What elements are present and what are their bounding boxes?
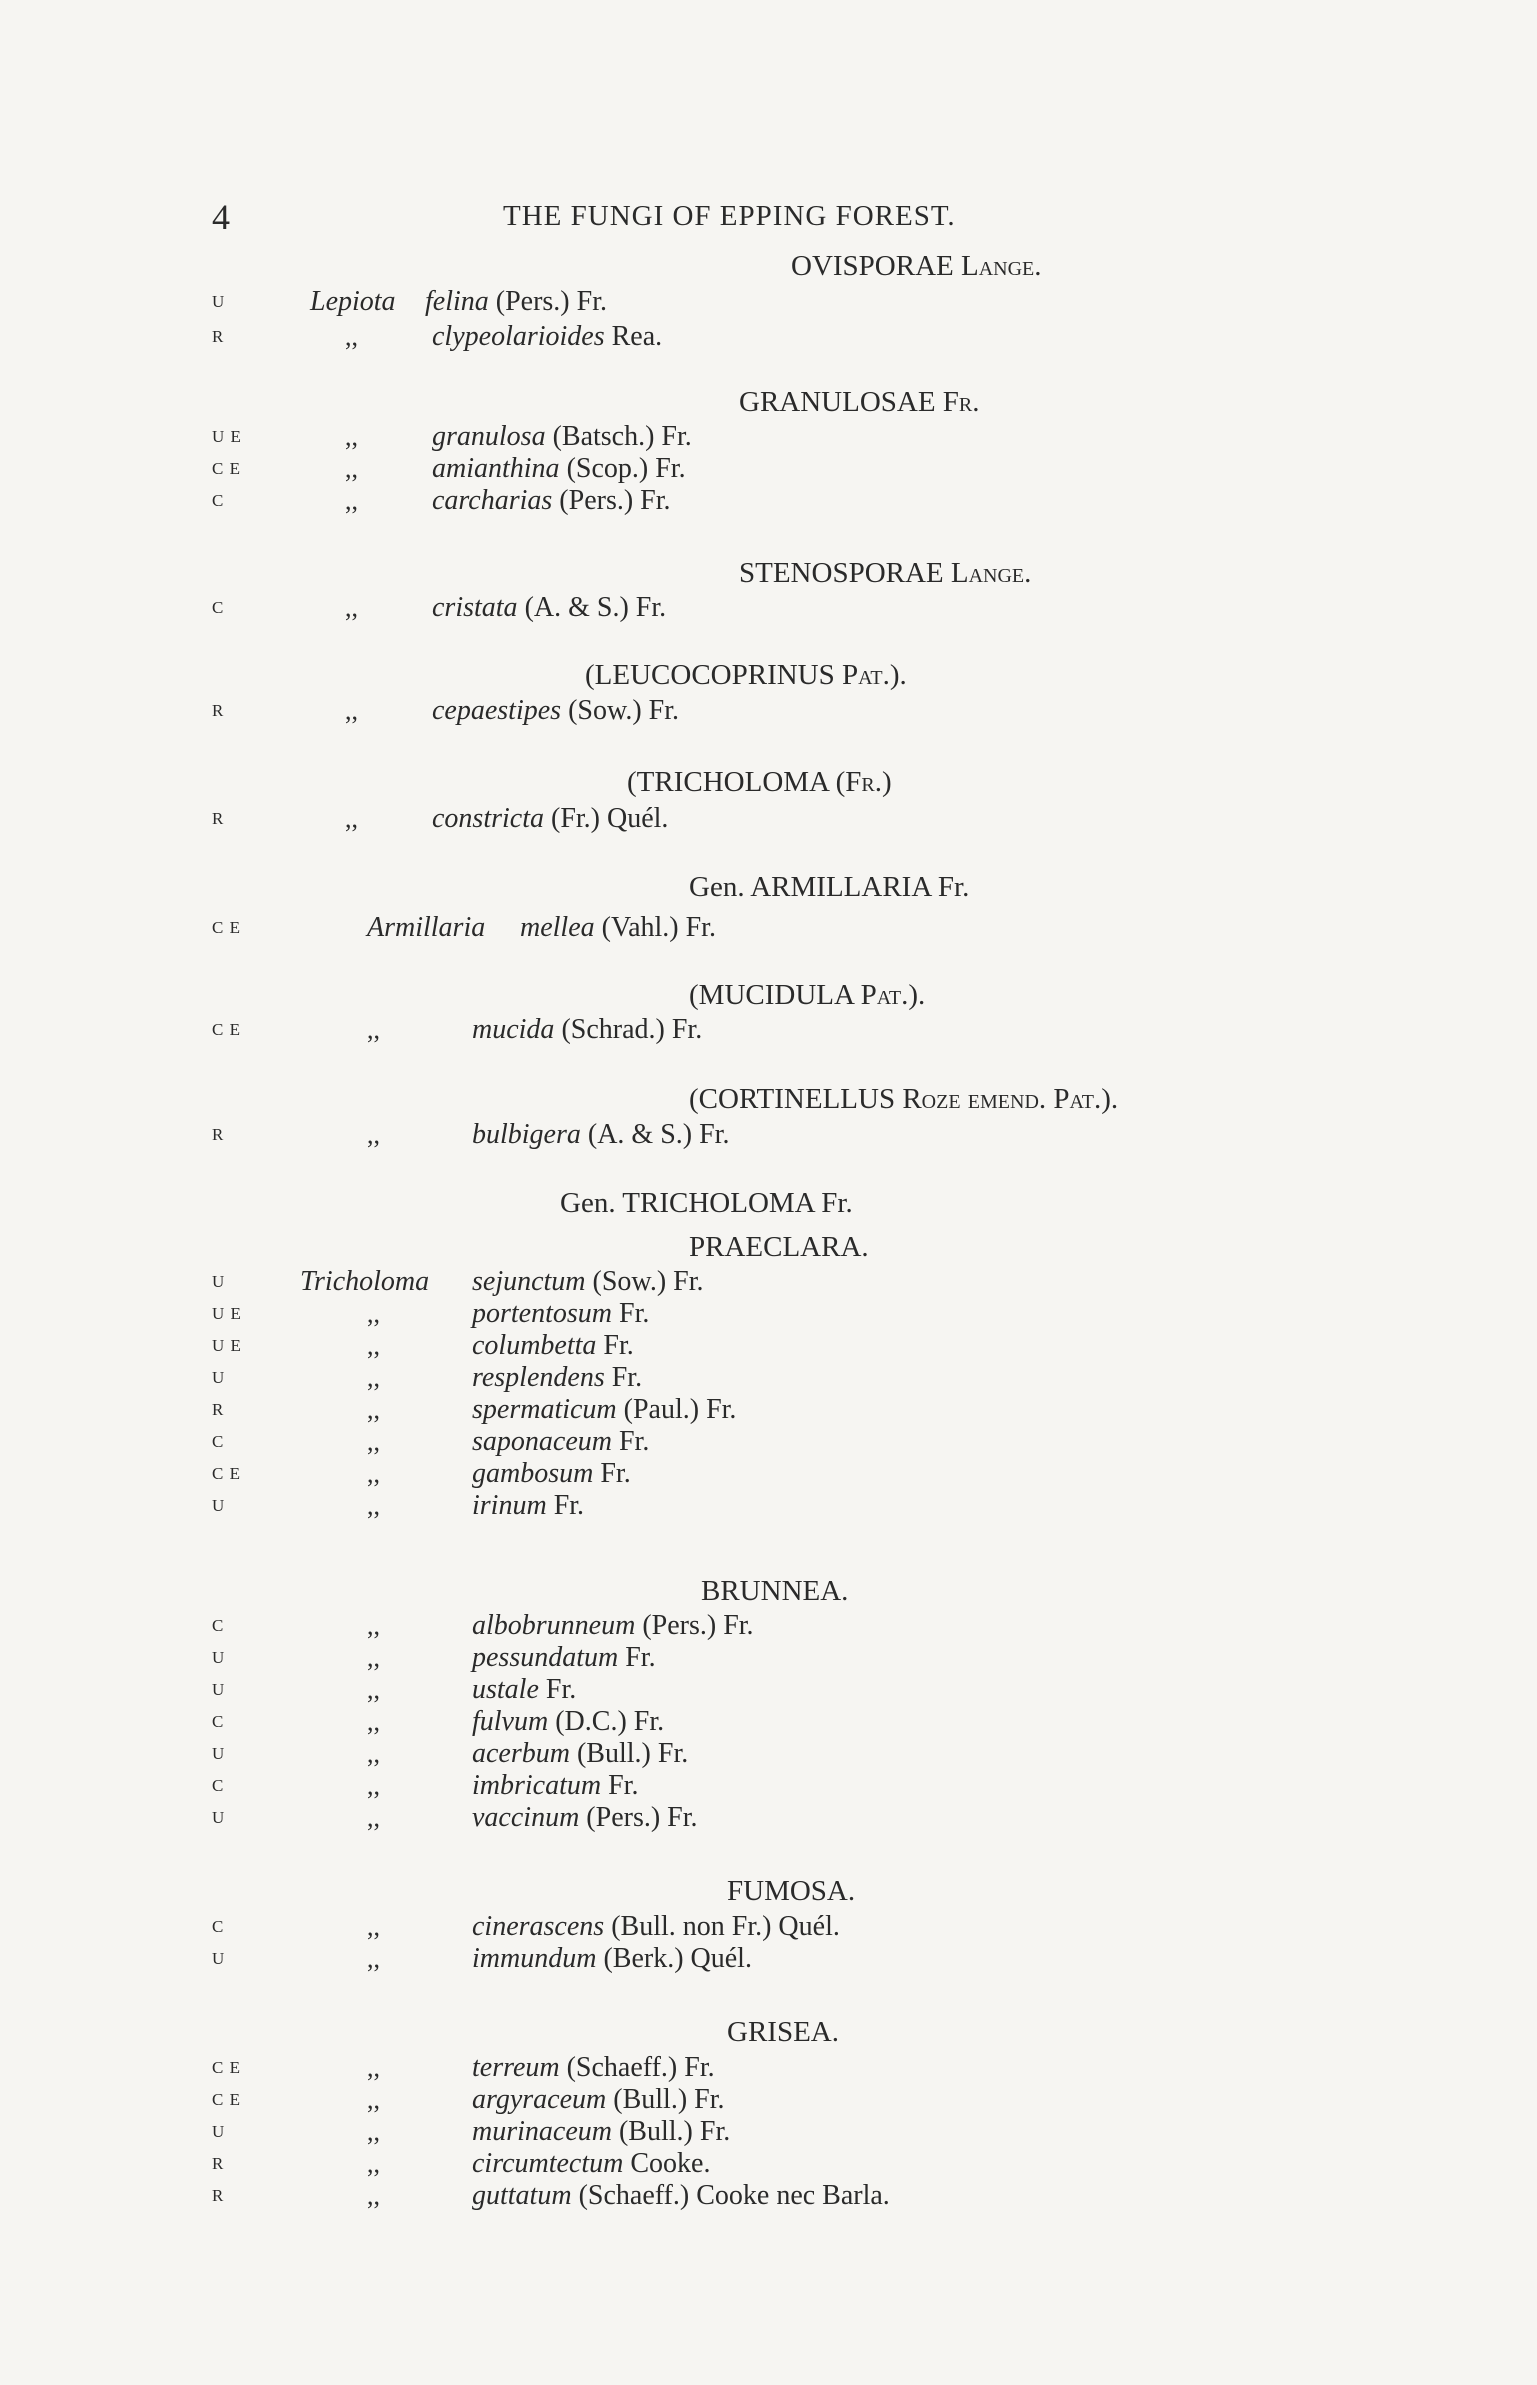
frequency-letters: U (212, 1744, 226, 1763)
species-entry (0, 2051, 1537, 2085)
species-authority: (Pers.) Fr. (635, 1610, 754, 1641)
species-epithet: murinaceum (472, 2116, 612, 2147)
section-heading (0, 249, 1537, 283)
frequency-letters: U (212, 1272, 226, 1291)
species-epithet: imbricatum (472, 1770, 602, 1801)
species-name (472, 1118, 729, 1152)
species-name (472, 2051, 715, 2085)
species-epithet: cristata (432, 592, 518, 623)
species-epithet: portentosum (472, 1298, 612, 1329)
species-name (472, 1737, 688, 1771)
section-heading (0, 1230, 1537, 1264)
frequency-letters: U (212, 1368, 226, 1387)
section-heading (0, 1574, 1537, 1608)
species-entry (0, 452, 1537, 486)
species-authority: Cooke. (623, 2148, 711, 2179)
section-heading (0, 1186, 1537, 1220)
ditto-mark: ,, (367, 1771, 380, 1800)
frequency-letters: C E (212, 2058, 241, 2077)
species-epithet: gambosum (472, 1458, 594, 1489)
ditto-mark: ,, (367, 1803, 380, 1832)
species-entry (0, 1641, 1537, 1675)
frequency-letters: C (212, 1712, 225, 1731)
species-entry (0, 1425, 1537, 1459)
species-name (432, 320, 662, 354)
species-entry (0, 1609, 1537, 1643)
species-name (520, 911, 716, 945)
species-authority: (Bull. non Fr.) Quél. (604, 1911, 840, 1942)
frequency-letters: U E (212, 1336, 242, 1355)
ditto-mark: ,, (367, 1299, 380, 1328)
ditto-mark: ,, (345, 454, 358, 483)
running-title: THE FUNGI OF EPPING FOREST. (503, 200, 956, 232)
species-authority: (Paul.) Fr. (616, 1394, 737, 1425)
species-entry (0, 1118, 1537, 1152)
species-epithet: cinerascens (472, 1911, 605, 1942)
section-heading (0, 765, 1537, 799)
heading-text: Gen. TRICHOLOMA Fr. (560, 1187, 853, 1219)
species-authority: Fr. (601, 1770, 639, 1801)
species-entry (0, 1013, 1537, 1047)
ditto-mark: ,, (367, 1120, 380, 1149)
species-entry (0, 2179, 1537, 2213)
species-authority: (Bull.) Fr. (606, 2084, 725, 2115)
species-epithet: mucida (472, 1014, 555, 1045)
ditto-mark: ,, (367, 1611, 380, 1640)
species-epithet: terreum (472, 2052, 560, 2083)
frequency-letters: C E (212, 1464, 241, 1483)
species-entry (0, 2083, 1537, 2117)
species-name (472, 1265, 704, 1299)
species-epithet: mellea (520, 912, 595, 943)
section-heading (0, 658, 1537, 692)
genus-name: Lepiota (310, 286, 396, 317)
species-name (472, 2179, 890, 2213)
species-epithet: acerbum (472, 1738, 570, 1769)
species-epithet: bulbigera (472, 1119, 581, 1150)
species-entry (0, 484, 1537, 518)
genus-name: Armillaria (367, 912, 486, 943)
species-authority: (Berk.) Quél. (596, 1943, 752, 1974)
page-number: 4 (212, 197, 230, 237)
ditto-mark: ,, (367, 1395, 380, 1424)
species-authority: (Bull.) Fr. (569, 1738, 689, 1769)
species-entry (0, 320, 1537, 354)
frequency-letters: C E (212, 918, 241, 937)
species-name (472, 1425, 649, 1459)
species-authority: Fr. (604, 1362, 643, 1393)
frequency-letters: U (212, 1648, 226, 1667)
species-name (472, 1705, 664, 1739)
species-authority: (Schaeff.) Fr. (559, 2052, 715, 2083)
species-name (472, 2083, 725, 2117)
species-entry (0, 2147, 1537, 2181)
species-name (472, 1457, 631, 1491)
section-heading (0, 2015, 1537, 2049)
species-epithet: spermaticum (472, 1394, 617, 1425)
species-entry (0, 285, 1537, 319)
species-epithet: sejunctum (472, 1266, 586, 1297)
species-epithet: resplendens (472, 1362, 605, 1393)
ditto-mark: ,, (367, 2181, 380, 2210)
species-authority: (Vahl.) Fr. (594, 912, 716, 943)
species-epithet: felina (425, 286, 489, 317)
species-entry (0, 1673, 1537, 1707)
species-epithet: cepaestipes (432, 695, 562, 726)
genus-name: Tricholoma (300, 1266, 430, 1297)
species-name (472, 1942, 752, 1976)
species-name (425, 285, 607, 319)
species-epithet: pessundatum (472, 1642, 619, 1673)
ditto-mark: ,, (345, 804, 358, 833)
species-epithet: vaccinum (472, 1802, 580, 1833)
species-entry (0, 1801, 1537, 1835)
species-name (472, 1801, 698, 1835)
section-heading (0, 1874, 1537, 1908)
species-authority: Fr. (538, 1674, 577, 1705)
species-authority: (Schrad.) Fr. (554, 1014, 703, 1045)
frequency-letters: U (212, 1680, 226, 1699)
ditto-mark: ,, (367, 1912, 380, 1941)
frequency-letters: U (212, 1808, 226, 1827)
species-epithet: saponaceum (472, 1426, 612, 1457)
frequency-letters: R (212, 1125, 225, 1144)
species-name (472, 1489, 584, 1523)
ditto-mark: ,, (345, 486, 358, 515)
species-epithet: irinum (472, 1490, 547, 1521)
species-name (472, 1769, 638, 1803)
species-name (472, 2147, 710, 2181)
species-name (472, 1393, 736, 1427)
ditto-mark: ,, (345, 422, 358, 451)
species-epithet: guttatum (472, 2180, 572, 2211)
species-authority: (Schaeff.) Cooke nec Barla. (571, 2180, 890, 2211)
section-heading (0, 978, 1537, 1012)
frequency-letters: C (212, 1776, 225, 1795)
section-heading (0, 870, 1537, 904)
species-epithet: albobrunneum (472, 1610, 636, 1641)
heading-text: GRANULOSAE Fr. (739, 386, 980, 418)
frequency-letters: U E (212, 1304, 242, 1323)
ditto-mark: ,, (367, 2149, 380, 2178)
frequency-letters: C (212, 1616, 225, 1635)
frequency-letters: C E (212, 2090, 241, 2109)
species-epithet: fulvum (472, 1706, 549, 1737)
section-heading (0, 1082, 1537, 1116)
species-name (472, 1609, 754, 1643)
heading-text: GRISEA. (727, 2016, 839, 2048)
species-epithet: clypeolarioides (432, 321, 605, 352)
heading-text: FUMOSA. (727, 1875, 856, 1907)
species-authority: (Scop.) Fr. (559, 453, 686, 484)
species-entry (0, 694, 1537, 728)
species-name (432, 591, 666, 625)
heading-text: (MUCIDULA Pat.). (689, 979, 926, 1011)
species-entry (0, 911, 1537, 945)
frequency-letters: U (212, 292, 226, 311)
species-entry (0, 420, 1537, 454)
ditto-mark: ,, (345, 593, 358, 622)
species-authority: (Sow.) Fr. (585, 1266, 704, 1297)
ditto-mark: ,, (367, 1643, 380, 1672)
species-authority: (A. & S.) Fr. (517, 592, 667, 623)
frequency-letters: U E (212, 427, 242, 446)
heading-text: PRAECLARA. (689, 1231, 869, 1263)
species-authority: (Pers.) Fr. (552, 485, 671, 516)
frequency-letters: C (212, 491, 225, 510)
species-epithet: argyraceum (472, 2084, 607, 2115)
frequency-letters: R (212, 809, 225, 828)
ditto-mark: ,, (367, 1739, 380, 1768)
species-entry (0, 1329, 1537, 1363)
species-authority: (Pers.) Fr. (488, 286, 607, 317)
heading-text: Gen. ARMILLARIA Fr. (689, 871, 970, 903)
ditto-mark: ,, (345, 696, 358, 725)
ditto-mark: ,, (367, 1675, 380, 1704)
frequency-letters: R (212, 1400, 225, 1419)
frequency-letters: U (212, 1949, 226, 1968)
species-entry (0, 1265, 1537, 1299)
ditto-mark: ,, (367, 1427, 380, 1456)
frequency-letters: R (212, 327, 225, 346)
heading-text: (CORTINELLUS Roze emend. Pat.). (689, 1083, 1119, 1115)
species-epithet: circumtectum (472, 2148, 624, 2179)
ditto-mark: ,, (367, 2117, 380, 2146)
ditto-mark: ,, (367, 1491, 380, 1520)
species-name (432, 802, 668, 836)
species-entry (0, 1489, 1537, 1523)
ditto-mark: ,, (367, 1459, 380, 1488)
section-heading (0, 556, 1537, 590)
species-authority: Fr. (611, 1426, 650, 1457)
ditto-mark: ,, (367, 1707, 380, 1736)
heading-text: STENOSPORAE Lange. (739, 557, 1032, 589)
species-authority: (Fr.) Quél. (544, 803, 669, 834)
species-name (472, 1329, 634, 1363)
frequency-letters: C E (212, 1020, 241, 1039)
frequency-letters: C (212, 1917, 225, 1936)
species-epithet: carcharias (432, 485, 553, 516)
species-authority: (A. & S.) Fr. (580, 1119, 730, 1150)
species-entry (0, 1297, 1537, 1331)
species-authority: (Pers.) Fr. (579, 1802, 698, 1833)
ditto-mark: ,, (367, 1944, 380, 1973)
heading-text: (LEUCOCOPRINUS Pat.). (585, 659, 907, 691)
ditto-mark: ,, (345, 322, 358, 351)
species-authority: (Bull.) Fr. (611, 2116, 731, 2147)
ditto-mark: ,, (367, 2053, 380, 2082)
species-name (432, 452, 686, 486)
species-name (472, 1013, 702, 1047)
species-entry (0, 802, 1537, 836)
ditto-mark: ,, (367, 1331, 380, 1360)
species-epithet: ustale (472, 1674, 539, 1705)
frequency-letters: C E (212, 459, 241, 478)
species-name (432, 484, 671, 518)
ditto-mark: ,, (367, 2085, 380, 2114)
species-entry (0, 1769, 1537, 1803)
species-authority: Fr. (546, 1490, 585, 1521)
species-epithet: immundum (472, 1943, 597, 1974)
species-entry (0, 591, 1537, 625)
species-authority: Fr. (596, 1330, 634, 1361)
frequency-letters: U (212, 1496, 226, 1515)
ditto-mark: ,, (367, 1015, 380, 1044)
section-heading (0, 385, 1537, 419)
species-name (472, 1673, 576, 1707)
species-name (472, 1641, 656, 1675)
species-entry (0, 1942, 1537, 1976)
species-authority: (Batsch.) Fr. (545, 421, 692, 452)
species-authority: (Sow.) Fr. (561, 695, 680, 726)
species-authority: Rea. (604, 321, 663, 352)
species-epithet: constricta (432, 803, 544, 834)
species-entry (0, 1361, 1537, 1395)
heading-text: BRUNNEA. (701, 1575, 849, 1607)
species-name (432, 420, 692, 454)
frequency-letters: R (212, 2186, 225, 2205)
ditto-mark: ,, (367, 1363, 380, 1392)
species-authority: Fr. (612, 1298, 650, 1329)
species-epithet: columbetta (472, 1330, 597, 1361)
species-authority: Fr. (593, 1458, 631, 1489)
frequency-letters: C (212, 598, 225, 617)
heading-text: (TRICHOLOMA (Fr.) (627, 766, 892, 798)
species-epithet: granulosa (432, 421, 546, 452)
species-name (432, 694, 679, 728)
species-name (472, 1361, 642, 1395)
species-entry (0, 1705, 1537, 1739)
frequency-letters: U (212, 2122, 226, 2141)
species-name (472, 2115, 730, 2149)
species-entry (0, 1457, 1537, 1491)
species-entry (0, 1393, 1537, 1427)
species-entry (0, 1737, 1537, 1771)
heading-text: OVISPORAE Lange. (791, 250, 1042, 282)
frequency-letters: R (212, 701, 225, 720)
species-entry (0, 1910, 1537, 1944)
species-name (472, 1910, 840, 1944)
species-authority: Fr. (618, 1642, 656, 1673)
species-epithet: amianthina (432, 453, 560, 484)
species-name (472, 1297, 649, 1331)
frequency-letters: R (212, 2154, 225, 2173)
species-authority: (D.C.) Fr. (548, 1706, 665, 1737)
species-entry (0, 2115, 1537, 2149)
frequency-letters: C (212, 1432, 225, 1451)
